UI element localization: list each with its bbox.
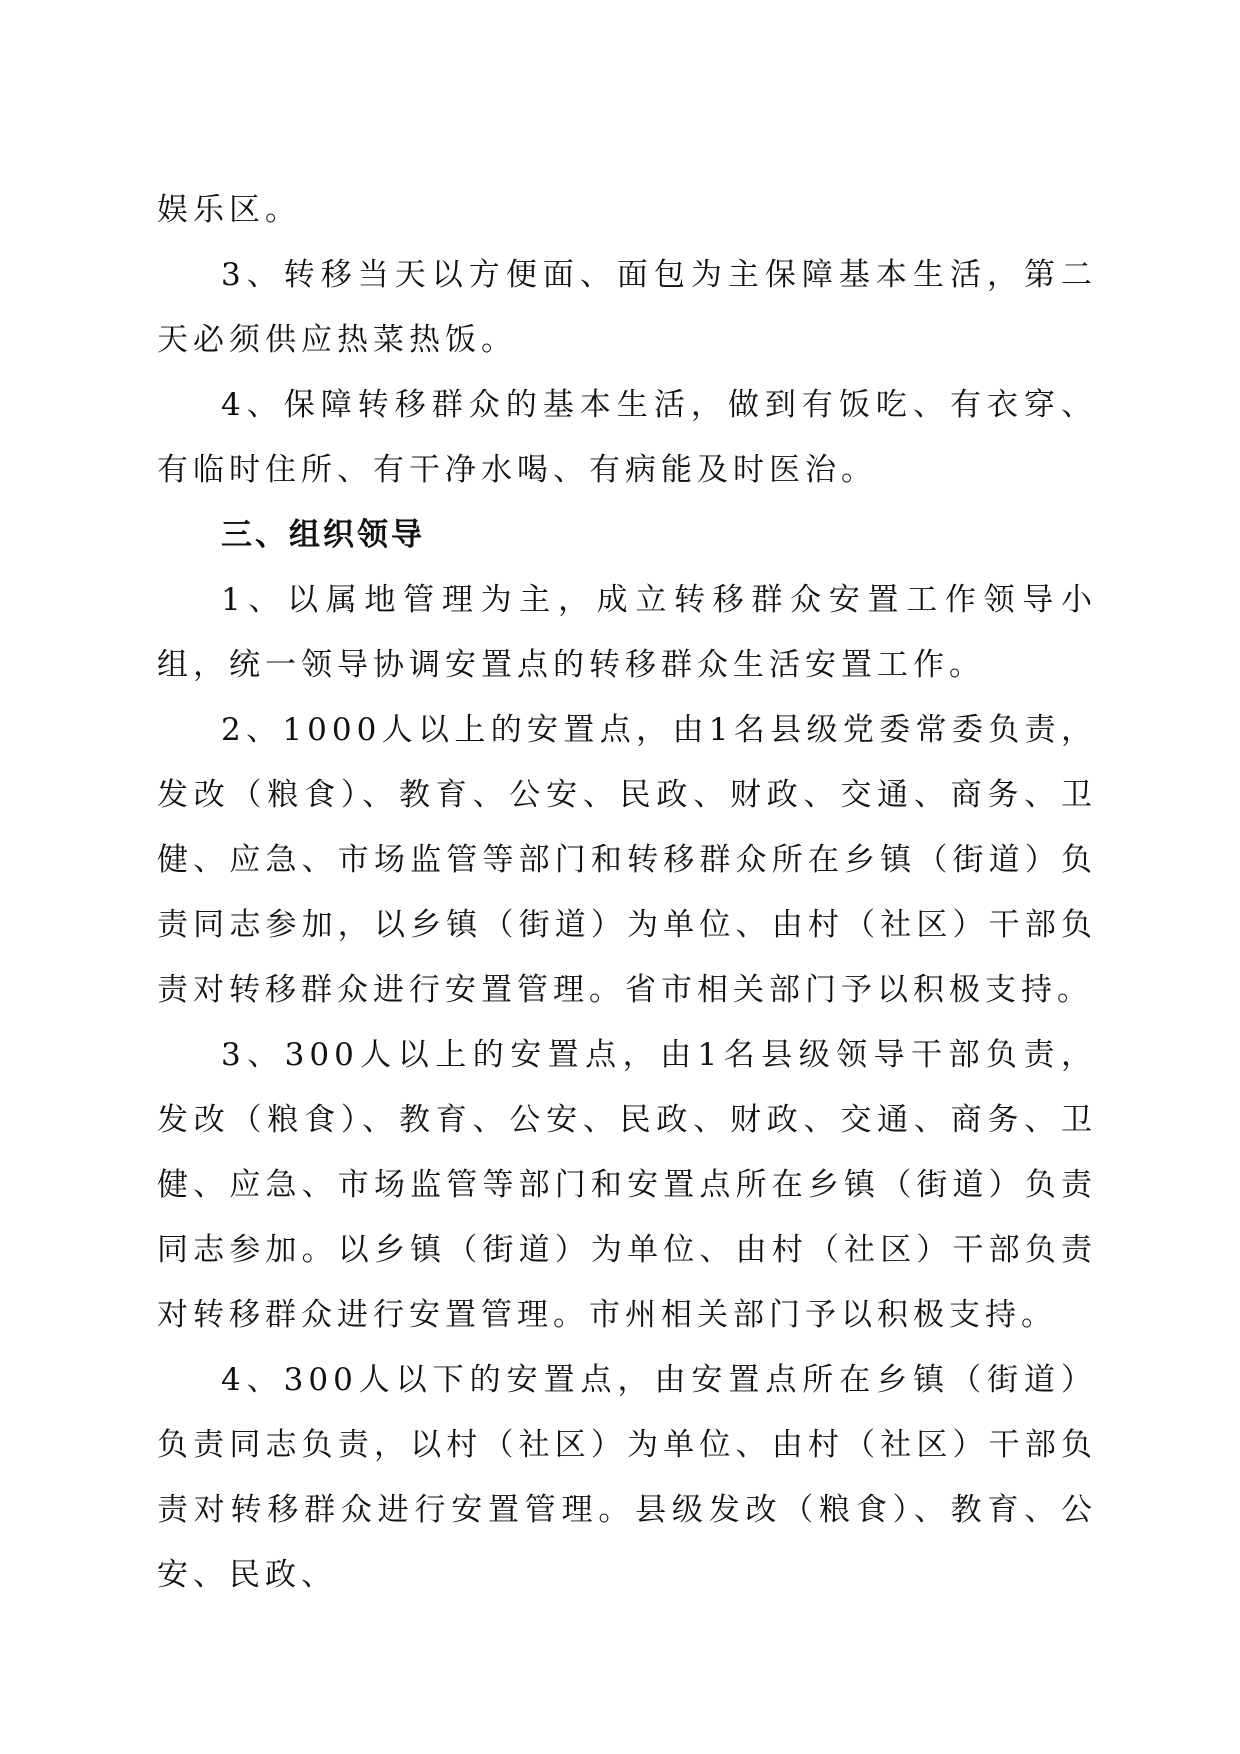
paragraph-item-3-over-300: 3、300人以上的安置点，由1名县级领导干部负责，发改（粮食）、教育、公安、民政、财政、交通、商务、卫健、应急、市场监管等部门和安置点所在乡镇（街道）负责同志参加。以乡镇（街道）为单位、由村（社区）干部负责对转移群众进行安置管理。市州相关部门予以积极支持。: [157, 1037, 1097, 1333]
paragraph-item-2-over-1000: 2、1000人以上的安置点，由1名县级党委常委负责，发改（粮食）、教育、公安、民政、财政、交通、商务、卫健、应急、市场监管等部门和转移群众所在乡镇（街道）负责同志参加，以乡镇（街道）为单位、由村（社区）干部负责对转移群众进行安置管理。省市相关部门予以积极支持。: [157, 712, 1097, 1008]
paragraph-item-4-under-300: 4、300人以下的安置点，由安置点所在乡镇（街道）负责同志负责，以村（社区）为单位、由村（社区）干部负责对转移群众进行安置管理。县级发改（粮食）、教育、公安、民政、: [157, 1362, 1097, 1593]
paragraph-item-4-basic-living: 4、保障转移群众的基本生活，做到有饭吃、有衣穿、有临时住所、有干净水喝、有病能及时医治。: [157, 387, 1097, 488]
paragraph-continuation: 娱乐区。: [157, 192, 301, 228]
section-heading-organization: 三、组织领导: [221, 517, 425, 553]
paragraph-item-1-leadership-group: 1、以属地管理为主，成立转移群众安置工作领导小组，统一领导协调安置点的转移群众生活安置工作。: [157, 582, 1097, 683]
paragraph-item-3-meals: 3、转移当天以方便面、面包为主保障基本生活，第二天必须供应热菜热饭。: [157, 257, 1097, 358]
document-body: [157, 178, 1097, 1608]
